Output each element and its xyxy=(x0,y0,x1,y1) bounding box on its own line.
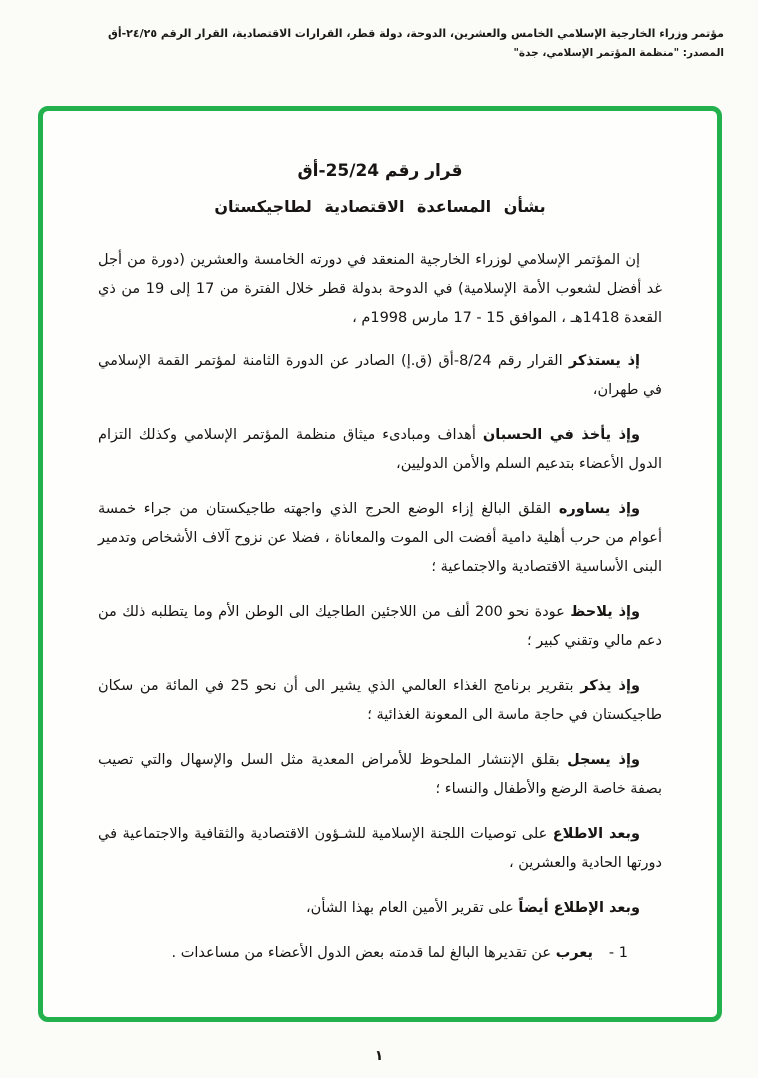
item-body-1 xyxy=(172,939,593,968)
clause-lead-6: وإذ يسجل xyxy=(567,752,640,768)
clause-paragraph-8 xyxy=(98,894,662,923)
clause-lead-3: وإذ يساوره xyxy=(558,501,640,517)
preamble-paragraph: إن المؤتمر الإسلامي لوزراء الخارجية المنعقد في دورته الخامسة والعشرين (دورة من أجل غد أفضل لشعوب الأمة الإسلامية) في الدوحة بدولة قطر خلال الفترة من 17 إلى 19 من ذي القعدة 1418هـ ، الموافق 15 - 17 مارس 1998م ، xyxy=(98,252,662,326)
source-header xyxy=(70,24,724,63)
resolution-subtitle: بشأن المساعدة الاقتصادية لطاجيكستان xyxy=(214,197,546,216)
clause-lead-4: وإذ يلاحظ xyxy=(570,604,640,620)
content-frame xyxy=(38,106,722,1022)
clause-text-8: على تقرير الأمين العام بهذا الشأن، xyxy=(305,900,519,916)
clause-lead-8: وبعد الإطلاع أيضاً xyxy=(518,900,640,916)
item-lead-1: يعرب xyxy=(555,945,593,961)
item-number-1: 1 - xyxy=(608,945,628,961)
clause-text-6: بقلق الإنتشار الملحوظ للأمراض المعدية مثل السل والإسهال والتي تصيب بصفة خاصة الرضع والأطفال والنساء ؛ xyxy=(98,752,662,797)
clause-paragraph-6 xyxy=(98,746,662,804)
clause-text-3: القلق البالغ إزاء الوضع الحرج الذي واجهته طاجيكستان من جراء خمسة أعوام من حرب أهلية دامية أفضت الى الموت والمعاناة ، فضلا عن نزوح آلاف الأشخاص وتدمير البنى الأساسية الاقتصادية والاجتماعية ؛ xyxy=(98,501,662,575)
clause-text-1: القرار رقم 8/24-أق (ق.إ) الصادر عن الدورة الثامنة لمؤتمر القمة الإسلامي في طهران، xyxy=(98,353,662,398)
clause-paragraph-5 xyxy=(98,672,662,730)
source-line-1: مؤتمر وزراء الخارجية الإسلامي الخامس والعشرين، الدوحة، دولة قطر، القرارات الاقتصادية، القرار الرقم ٢٤/٢٥-أق xyxy=(107,27,724,40)
clause-paragraph-3 xyxy=(98,495,662,582)
clause-paragraph-1 xyxy=(98,347,662,405)
source-line-2: المصدر: "منظمة المؤتمر الإسلامي، جدة" xyxy=(513,46,724,59)
clause-text-2: أهداف ومبادىء ميثاق منظمة المؤتمر الإسلامي وكذلك التزام الدول الأعضاء بتدعيم السلم والأمن الدوليين، xyxy=(98,427,662,472)
item-text-1: عن تقديرها البالغ لما قدمته بعض الدول الأعضاء من مساعدات . xyxy=(171,945,556,961)
document-body xyxy=(98,246,662,968)
clause-paragraph-7 xyxy=(98,820,662,878)
clause-lead-5: وإذ يذكر xyxy=(580,678,640,694)
operative-item-1 xyxy=(98,939,662,968)
page-number: ١ xyxy=(374,1048,384,1064)
clause-lead-2: وإذ يأخذ في الحسبان xyxy=(482,427,641,443)
clause-lead-1: إذ يستذكر xyxy=(568,353,640,369)
clause-text-7: على توصيات اللجنة الإسلامية للشـؤون الاقتصادية والثقافية والاجتماعية في دورتها الحادية والعشرين ، xyxy=(98,826,662,871)
clause-paragraph-4 xyxy=(98,598,662,656)
resolution-title: قرار رقم 25/24-أق xyxy=(297,161,463,181)
clause-lead-7: وبعد الاطلاع xyxy=(552,826,641,842)
clause-paragraph-2 xyxy=(98,421,662,479)
clause-text-5: بتقرير برنامج الغذاء العالمي الذي يشير الى أن نحو 25 في المائة من سكان طاجيكستان في حاجة ماسة الى المعونة الغذائية ؛ xyxy=(98,678,662,723)
clause-text-4: عودة نحو 200 ألف من اللاجئين الطاجيك الى الوطن الأم وما يتطلبه ذلك من دعم مالي وتقني كبير ؛ xyxy=(98,604,662,649)
